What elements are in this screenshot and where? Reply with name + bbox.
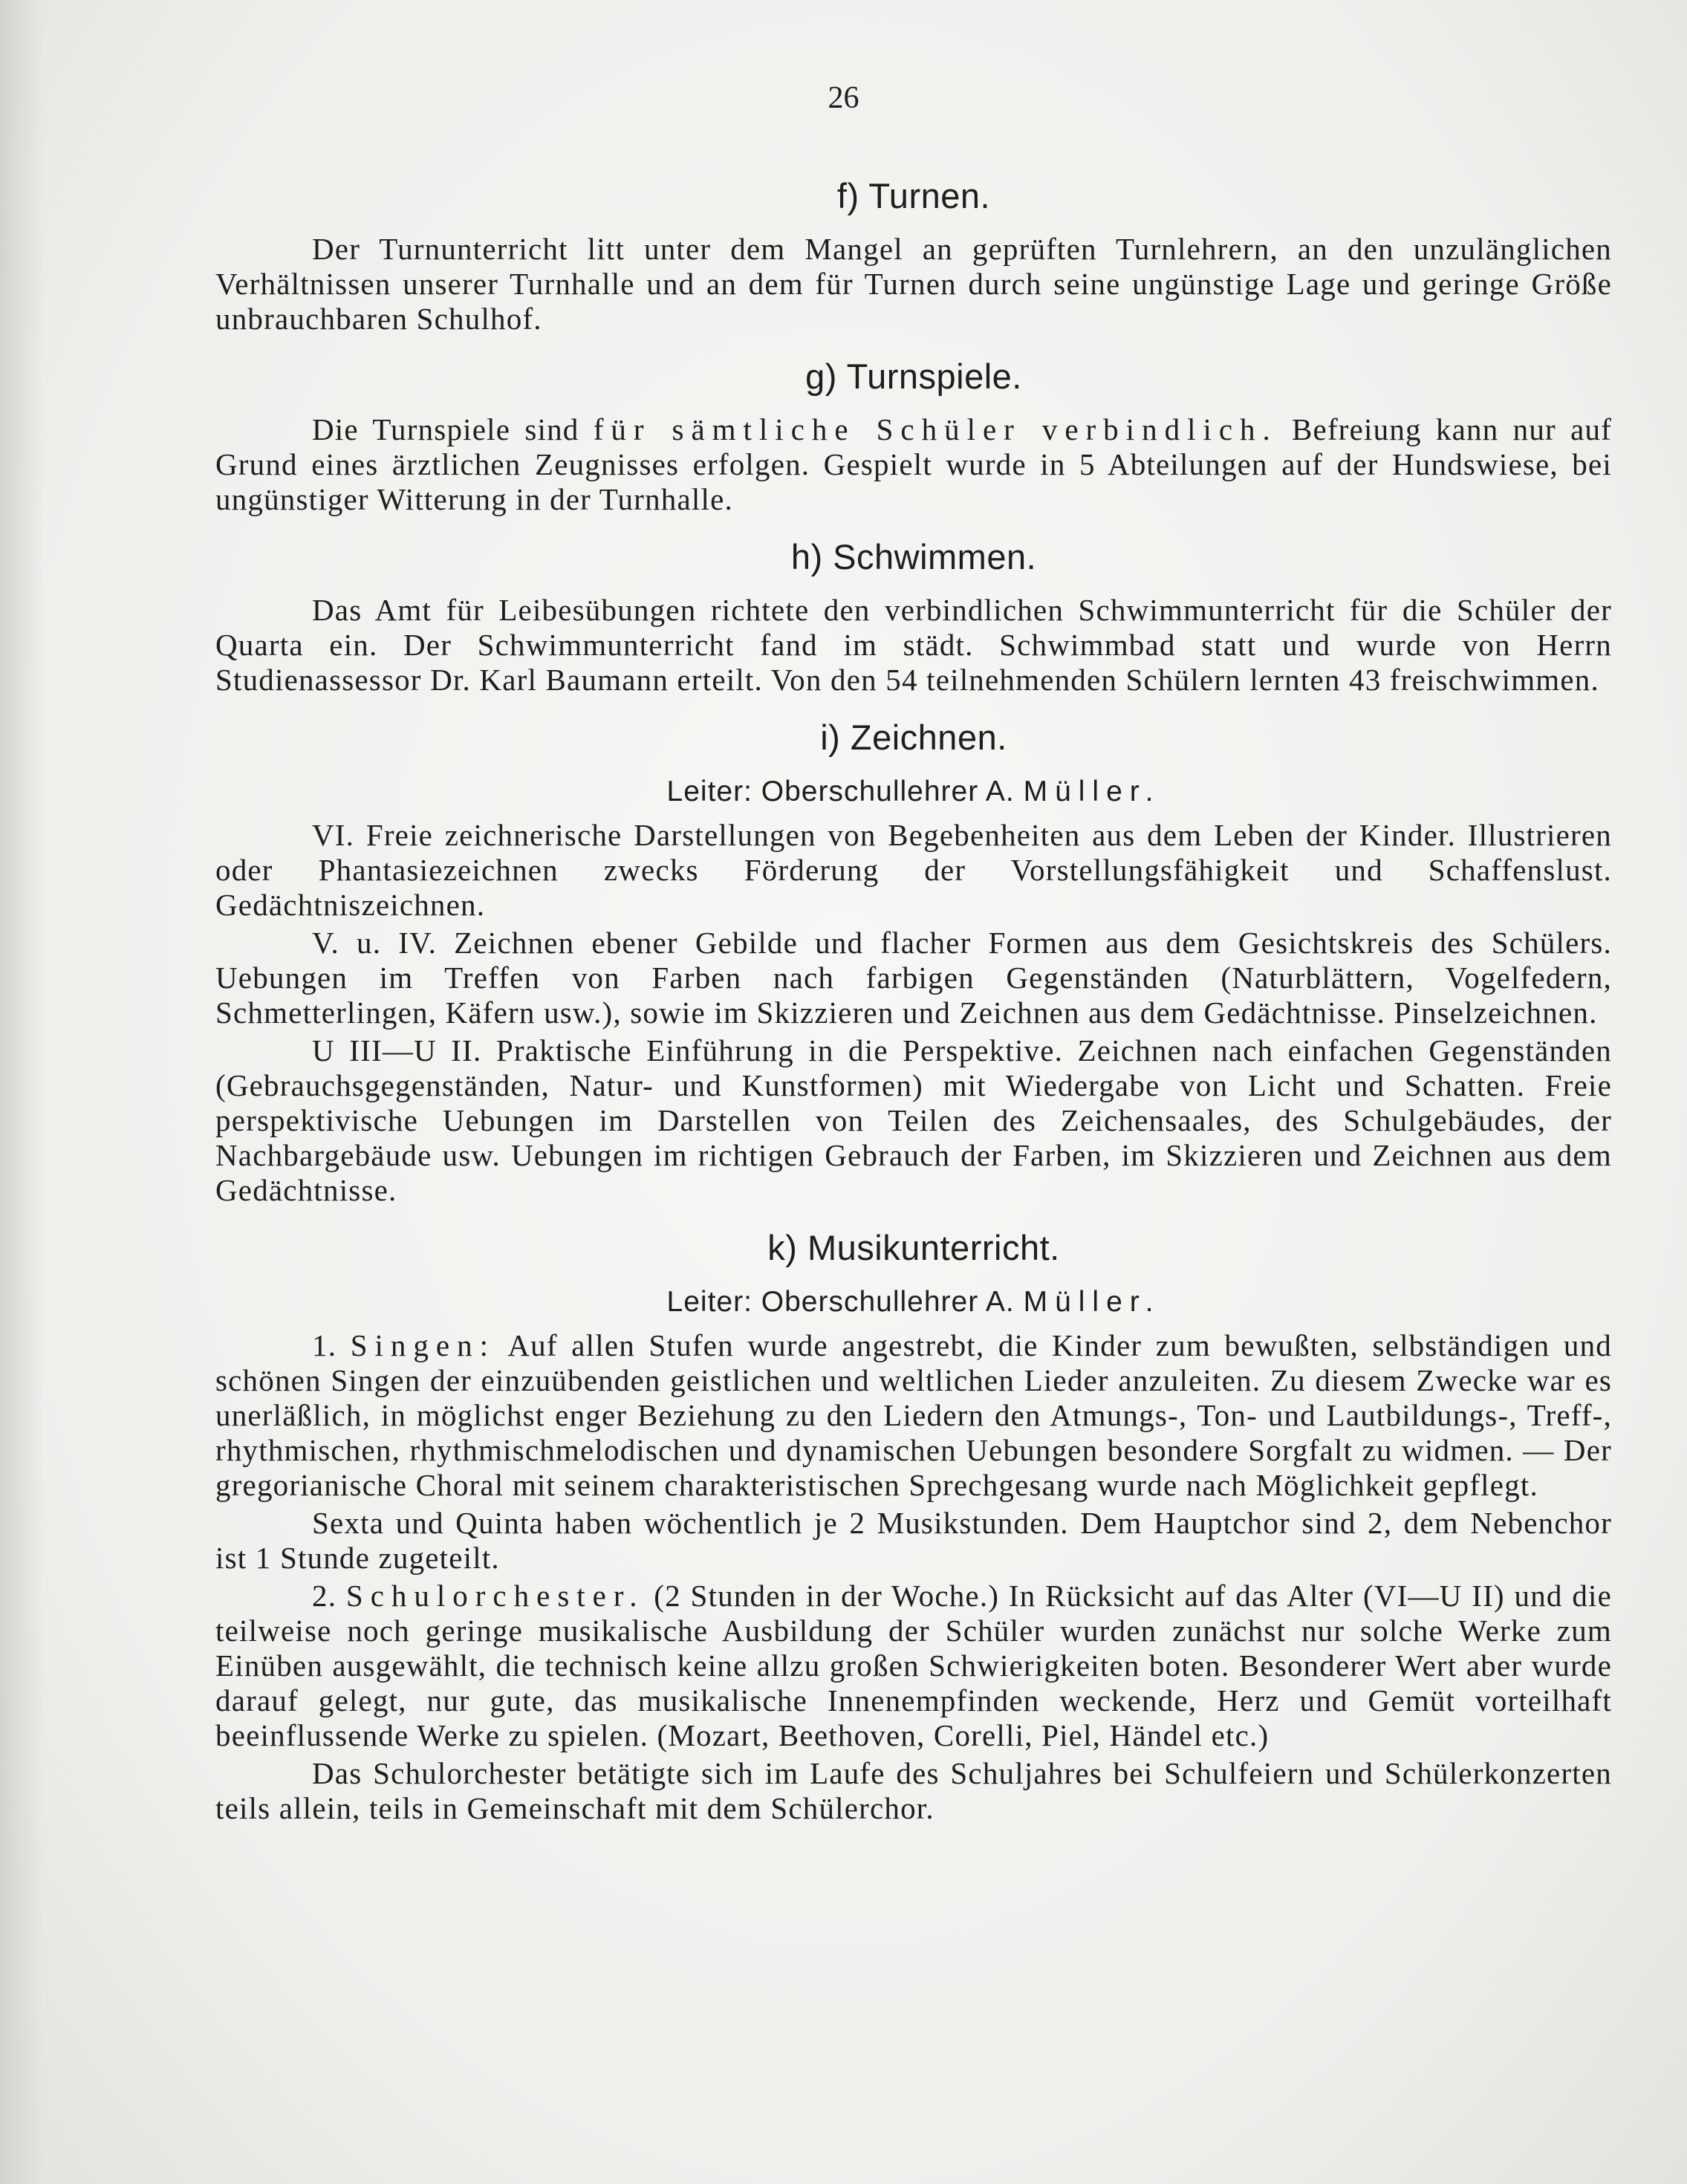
paragraph-zeichnen-vi: VI. Freie zeichnerische Darstellungen von Begebenheiten aus dem Leben der Kinder. Illustrieren oder Phantasiezeichnen zwecks Förderung der Vorstellungsfähigkeit und Schaffenslust. Gedächtniszeichnen. <box>215 818 1612 922</box>
heading-schwimmen: h) Schwimmen. <box>790 537 1037 576</box>
heading-musikunterricht: k) Musikunterricht. <box>767 1228 1060 1267</box>
leiter-zeichnen-label: Leiter: Oberschullehrer A. <box>666 776 1015 807</box>
paragraph-musikstunden: Sexta und Quinta haben wöchentlich je 2 Musikstunden. Dem Hauptchor sind 2, dem Nebenchor ist 1 Stunde zugeteilt. <box>215 1506 1612 1575</box>
paragraph-schwimmen: Das Amt für Leibesübungen richtete den verbindlichen Schwimmunterricht für die Schüler der Quarta ein. Der Schwimmunterricht fand im städt. Schwimmbad statt und wurde von Herrn Studienassessor Dr. Karl Baumann erteilt. Von den 54 teilnehmenden Schülern lernten 43 freischwimmen. <box>215 593 1612 697</box>
singen-spaced-title: Singen: <box>350 1328 496 1362</box>
paragraph-zeichnen-v-iv: V. u. IV. Zeichnen ebener Gebilde und flacher Formen aus dem Gesichtskreis des Schülers. Uebungen im Treffen von Farben nach farbigen Gegenständen (Naturblättern, Vogelfedern, Schmetterlingen, Käfern usw.), sowie im Skizzieren und Zeichnen aus dem Gedächtnisse. Pinselzeichnen. <box>215 926 1612 1030</box>
page-number: 26 <box>828 81 859 115</box>
turnspiele-spaced-text: für sämtliche Schüler verbindlich. <box>593 412 1278 446</box>
leiter-zeichnen <box>215 773 1612 810</box>
leiter-musik-name: Müller. <box>1023 1286 1161 1318</box>
singen-text: Auf allen Stufen wurde angestrebt, die Kinder zum bewußten, selbständigen und schönen Singen der einzuübenden geistlichen und weltlichen Lieder anzuleiten. Zu diesem Zwecke war es unerläßlich, in möglichst enger Beziehung zu den Liedern den Atmungs-, Ton- und Lautbildungs-, Treff-, rhythmischen, rhythmischmelodischen und dynamischen Uebungen besondere Sorgfalt zu widmen. — Der gregorianische Choral mit seinem charakteristischen Sprechgesang wurde nach Möglichkeit gepflegt. <box>215 1328 1612 1502</box>
page-content <box>215 156 1612 1829</box>
heading-zeichnen: i) Zeichnen. <box>820 718 1007 757</box>
paragraph-zeichnen-uiii-uii: U III—U II. Praktische Einführung in die Perspektive. Zeichnen nach einfachen Gegenständen (Gebrauchsgegenständen, Natur- und Kunstformen) mit Wiedergabe von Licht und Schatten. Freie perspektivische Uebungen im Darstellen von Teilen des Zeichensaales, des Schulgebäudes, der Nachbargebäude usw. Uebungen im richtigen Gebrauch der Farben, im Skizzieren und Zeichnen aus dem Gedächtnisse. <box>215 1033 1612 1207</box>
paragraph-schulorchester <box>215 1579 1612 1753</box>
schulorchester-number: 2. <box>312 1579 337 1613</box>
schulorchester-spaced-title: Schulorchester. <box>345 1579 645 1613</box>
heading-turnspiele: g) Turnspiele. <box>805 357 1022 396</box>
page-edge-shadow <box>0 0 45 2184</box>
leiter-musik <box>215 1284 1612 1321</box>
schulorchester-text: (2 Stunden in der Woche.) In Rücksicht auf das Alter (VI—U II) und die teilweise noch geringe musikalische Ausbildung der Schüler wurden zunächst nur solche Werke zum Einüben ausgewählt, die technisch keine allzu großen Schwierigkeiten boten. Besonderer Wert aber wurde darauf gelegt, nur gute, das musikalische Innenempfinden weckende, Herz und Gemüt vorteilhaft beeinflussende Werke zu spielen. (Mozart, Beethoven, Corelli, Piel, Händel etc.) <box>215 1579 1613 1752</box>
leiter-zeichnen-name: Müller. <box>1023 776 1161 807</box>
paragraph-schulorchester-feiern: Das Schulorchester betätigte sich im Laufe des Schuljahres bei Schulfeiern und Schülerkonzerten teils allein, teils in Gemeinschaft mit dem Schülerchor. <box>215 1756 1612 1825</box>
paragraph-turnspiele <box>215 412 1612 517</box>
heading-turnen: f) Turnen. <box>836 176 991 215</box>
paragraph-singen <box>215 1328 1612 1503</box>
paragraph-turnen: Der Turnunterricht litt unter dem Mangel an geprüften Turnlehrern, an den unzulänglichen Verhältnissen unserer Turnhalle und an dem für Turnen durch seine ungünstige Lage und geringe Größe unbrauchbaren Schulhof. <box>215 232 1612 336</box>
leiter-musik-label: Leiter: Oberschullehrer A. <box>666 1286 1015 1318</box>
turnspiele-text-b: Befreiung kann nur auf Grund eines ärztlichen Zeugnisses erfolgen. Gespielt wurde in 5 Abteilungen auf der Hundswiese, bei ungünstiger Witterung in der Turnhalle. <box>215 412 1613 516</box>
turnspiele-text-a: Die Turnspiele sind <box>312 412 579 446</box>
singen-number: 1. <box>312 1328 337 1362</box>
